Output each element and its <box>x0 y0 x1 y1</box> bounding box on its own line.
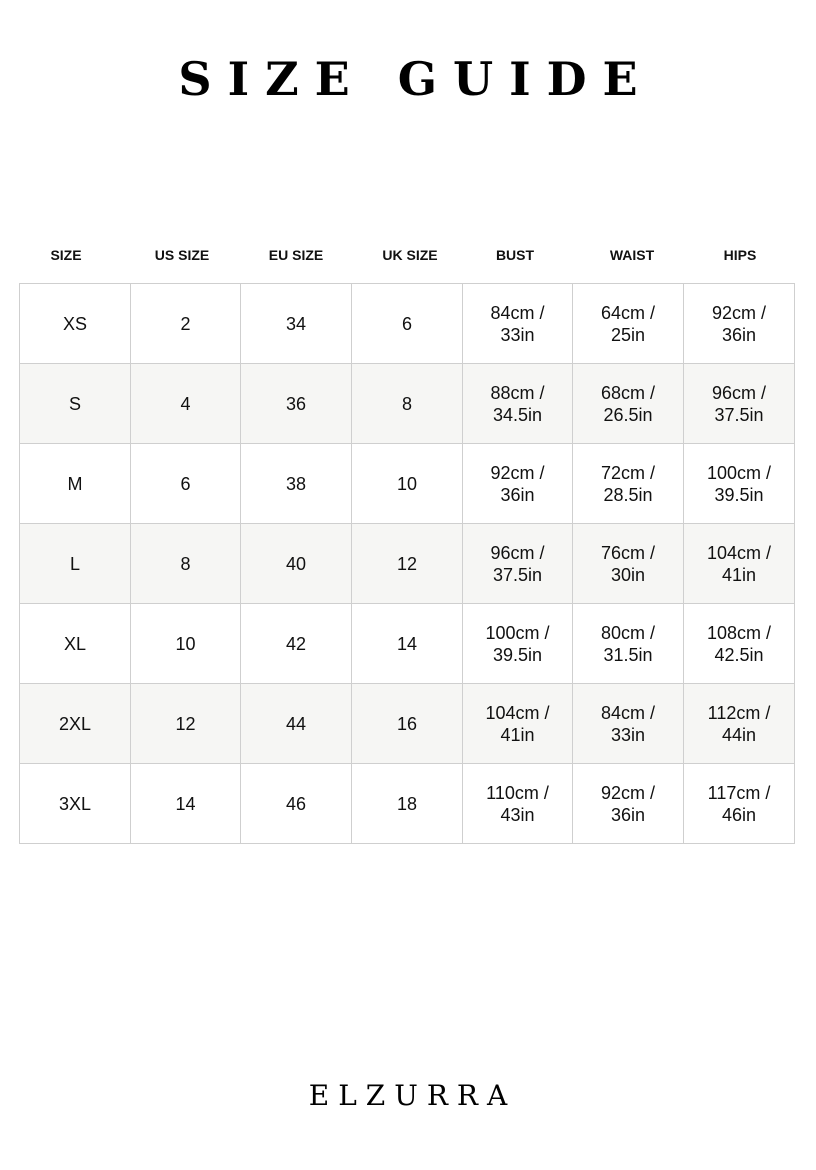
size-table <box>19 283 795 844</box>
cell-size: XL <box>20 604 131 684</box>
table-row <box>20 284 795 364</box>
cell-hips-line: 108cm / <box>706 622 772 643</box>
cell-hips-line: 36in <box>721 324 757 345</box>
cell-eu-size: 36 <box>241 364 352 444</box>
cell-bust-line: 36in <box>500 484 535 505</box>
cell-hips <box>684 524 795 604</box>
cell-uk-size: 14 <box>352 604 463 684</box>
cell-waist <box>573 444 684 524</box>
cell-waist <box>573 604 684 684</box>
table-row <box>20 364 795 444</box>
cell-bust <box>463 604 573 684</box>
cell-bust-line: 43in <box>500 804 535 825</box>
table-row <box>20 764 795 844</box>
cell-waist-line: 28.5in <box>603 484 653 505</box>
cell-us-size: 6 <box>131 444 241 524</box>
brand-logo: ELZURRA <box>308 1079 517 1112</box>
cell-waist-line: 36in <box>610 804 646 825</box>
cell-waist <box>573 364 684 444</box>
cell-size: 3XL <box>20 764 131 844</box>
cell-us-size: 2 <box>131 284 241 364</box>
cell-bust <box>463 284 573 364</box>
table-row <box>20 684 795 764</box>
cell-bust-line: 84cm / <box>490 302 545 323</box>
cell-bust <box>463 764 573 844</box>
header-uk-size: UK SIZE <box>382 247 438 263</box>
header-bust: BUST <box>495 247 535 263</box>
cell-hips-line: 117cm / <box>707 782 771 803</box>
table-row <box>20 604 795 684</box>
cell-hips-line: 112cm / <box>707 702 771 723</box>
table-row <box>20 444 795 524</box>
cell-hips-line: 96cm / <box>711 382 767 403</box>
cell-us-size: 8 <box>131 524 241 604</box>
cell-hips <box>684 764 795 844</box>
cell-eu-size: 46 <box>241 764 352 844</box>
cell-bust-line: 104cm / <box>485 702 550 723</box>
cell-waist-line: 76cm / <box>600 542 656 563</box>
cell-uk-size: 10 <box>352 444 463 524</box>
cell-bust-line: 41in <box>500 724 535 745</box>
header-size: SIZE <box>50 247 82 263</box>
cell-bust-line: 33in <box>500 324 535 345</box>
table-row <box>20 524 795 604</box>
cell-us-size: 12 <box>131 684 241 764</box>
header-us-size: US SIZE <box>154 247 210 263</box>
cell-size: M <box>20 444 131 524</box>
size-table-body <box>20 284 795 844</box>
cell-uk-size: 16 <box>352 684 463 764</box>
cell-waist <box>573 764 684 844</box>
header-waist: WAIST <box>609 247 655 263</box>
cell-us-size: 14 <box>131 764 241 844</box>
cell-waist-line: 80cm / <box>600 622 656 643</box>
cell-bust-line: 39.5in <box>492 644 543 665</box>
cell-hips <box>684 364 795 444</box>
cell-waist-line: 25in <box>610 324 646 345</box>
cell-hips-line: 46in <box>721 804 757 825</box>
cell-waist-line: 26.5in <box>603 404 653 425</box>
cell-waist-line: 30in <box>610 564 646 585</box>
cell-bust-line: 92cm / <box>490 462 545 483</box>
cell-bust <box>463 684 573 764</box>
cell-waist <box>573 524 684 604</box>
cell-hips-line: 104cm / <box>706 542 772 563</box>
cell-uk-size: 8 <box>352 364 463 444</box>
cell-hips-line: 39.5in <box>714 484 764 505</box>
cell-bust <box>463 444 573 524</box>
cell-eu-size: 40 <box>241 524 352 604</box>
cell-waist-line: 68cm / <box>600 382 656 403</box>
cell-bust-line: 100cm / <box>485 622 550 643</box>
header-hips: HIPS <box>723 247 757 263</box>
cell-hips-line: 44in <box>721 724 757 745</box>
cell-hips-line: 41in <box>721 564 757 585</box>
cell-size: S <box>20 364 131 444</box>
cell-size: XS <box>20 284 131 364</box>
table-header <box>19 246 794 264</box>
cell-eu-size: 34 <box>241 284 352 364</box>
cell-waist <box>573 684 684 764</box>
cell-size: 2XL <box>20 684 131 764</box>
cell-hips <box>684 604 795 684</box>
cell-waist-line: 33in <box>610 724 646 745</box>
cell-waist-line: 84cm / <box>600 702 656 723</box>
cell-waist-line: 31.5in <box>603 644 653 665</box>
cell-bust-line: 110cm / <box>486 782 549 803</box>
cell-uk-size: 18 <box>352 764 463 844</box>
cell-bust-line: 37.5in <box>492 564 543 585</box>
cell-bust-line: 34.5in <box>492 404 543 425</box>
cell-bust <box>463 364 573 444</box>
cell-eu-size: 44 <box>241 684 352 764</box>
cell-bust-line: 96cm / <box>490 542 545 563</box>
cell-hips <box>684 284 795 364</box>
page-title: SIZE GUIDE <box>178 52 654 106</box>
cell-hips <box>684 444 795 524</box>
cell-size: L <box>20 524 131 604</box>
cell-hips-line: 42.5in <box>714 644 764 665</box>
cell-waist-line: 64cm / <box>600 302 656 323</box>
cell-eu-size: 42 <box>241 604 352 684</box>
cell-uk-size: 6 <box>352 284 463 364</box>
cell-waist <box>573 284 684 364</box>
cell-us-size: 10 <box>131 604 241 684</box>
cell-uk-size: 12 <box>352 524 463 604</box>
cell-hips-line: 37.5in <box>714 404 764 425</box>
header-eu-size: EU SIZE <box>268 247 324 263</box>
cell-hips-line: 92cm / <box>711 302 767 323</box>
cell-bust <box>463 524 573 604</box>
cell-eu-size: 38 <box>241 444 352 524</box>
cell-waist-line: 72cm / <box>600 462 656 483</box>
cell-us-size: 4 <box>131 364 241 444</box>
cell-hips-line: 100cm / <box>706 462 772 483</box>
cell-waist-line: 92cm / <box>600 782 656 803</box>
cell-bust-line: 88cm / <box>490 382 545 403</box>
cell-hips <box>684 684 795 764</box>
